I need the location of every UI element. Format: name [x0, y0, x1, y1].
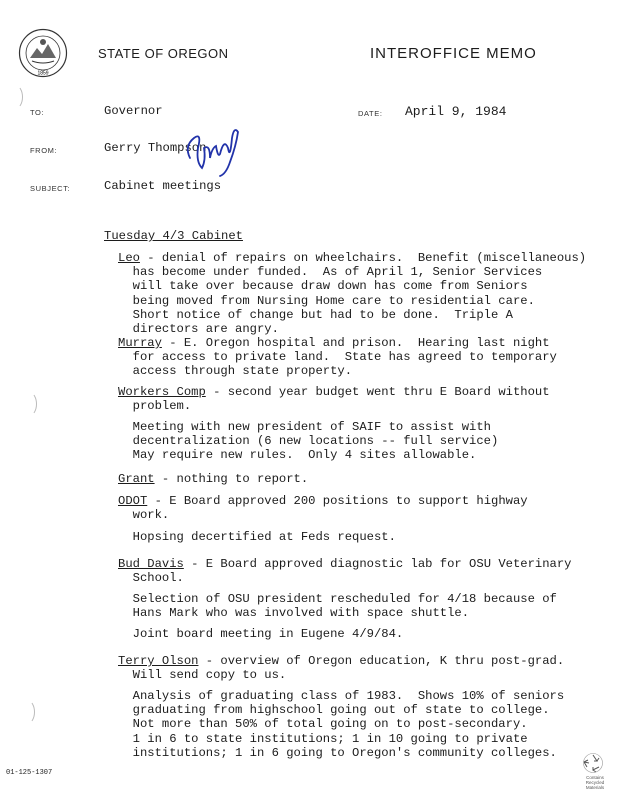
to-label: TO: — [30, 108, 45, 117]
from-value: Gerry Thompson — [104, 141, 207, 155]
from-label: FROM: — [30, 146, 58, 155]
item-text: - E Board approved diagnostic lab for OSU Veterinary School. — [132, 557, 572, 586]
document-type: INTEROFFICE MEMO — [370, 45, 537, 62]
item-name: ODOT — [118, 494, 148, 508]
item-text: - nothing to report. — [154, 472, 309, 486]
cabinet-item-bud-davis — [118, 557, 571, 585]
item-name: Leo — [118, 251, 140, 265]
item-text: - overview of Oregon education, K thru post-grad. Will send copy to us. — [132, 654, 565, 683]
cabinet-item-workers-comp-detail: Meeting with new president of SAIF to assist with decentralization (6 new locations -- full service) May require new rules. Only 4 sites allowable. — [132, 420, 499, 463]
handwritten-initials-signature — [180, 118, 250, 178]
punch-hole-middle — [22, 392, 37, 416]
cabinet-item-terry-olson — [118, 654, 564, 682]
cabinet-item-grant — [118, 472, 308, 486]
section-title: Tuesday 4/3 Cabinet — [104, 229, 243, 243]
form-number: 01-125-1307 — [6, 769, 53, 777]
cabinet-item-odot-detail: Hopsing decertified at Feds request. — [118, 530, 396, 544]
item-text: - denial of repairs on wheelchairs. Benefit (miscellaneous) has become under funded. As of April 1, Senior Services will take over because draw down has come from Seniors being moved from Nursing Home care to residential care. Short notice of change but had to be done. Triple A directors are angry. — [132, 251, 587, 337]
cabinet-item-terry-olson-detail: Analysis of graduating class of 1983. Shows 10% of seniors graduating from highschool going out of state to college. Not more than 50% of total going on to post-secondary. 1 in 6 to state institutions; 1 in 10 going to private institutions; 1 in 6 going to Oregon's community colleges. — [132, 689, 565, 760]
svg-text:1859: 1859 — [37, 70, 49, 77]
date-value: April 9, 1984 — [405, 104, 507, 119]
item-name: Bud Davis — [118, 557, 184, 571]
item-text: - E Board approved 200 positions to support highway work. — [132, 494, 528, 523]
date-label: DATE: — [358, 109, 383, 118]
item-text: - E. Oregon hospital and prison. Hearing last night for access to private land. State has agreed to temporary access through state property. — [132, 336, 557, 379]
cabinet-item-bud-davis-detail: Selection of OSU president rescheduled for 4/18 because of Hans Mark who was involved with space shuttle. — [132, 592, 557, 621]
punch-hole-bottom — [20, 700, 35, 724]
item-name: Workers Comp — [118, 385, 206, 399]
cabinet-item-workers-comp — [118, 385, 550, 413]
item-text: - second year budget went thru E Board without problem. — [132, 385, 550, 414]
recycle-caption: Contains Recycled Materials — [585, 775, 605, 790]
item-name: Grant — [118, 472, 155, 486]
org-name: STATE OF OREGON — [98, 46, 229, 61]
cabinet-item-murray — [118, 336, 557, 379]
cabinet-item-leo — [118, 251, 586, 336]
cabinet-item-odot — [118, 494, 528, 522]
cabinet-item-bud-davis-meeting: Joint board meeting in Eugene 4/9/84. — [118, 627, 404, 641]
recycle-icon — [582, 752, 604, 774]
subject-label: SUBJECT: — [30, 184, 71, 193]
punch-hole-top — [8, 85, 23, 109]
item-name: Murray — [118, 336, 162, 350]
item-name: Terry Olson — [118, 654, 199, 668]
subject-value: Cabinet meetings — [104, 179, 222, 193]
to-value: Governor — [104, 104, 163, 118]
oregon-state-seal — [18, 28, 68, 78]
